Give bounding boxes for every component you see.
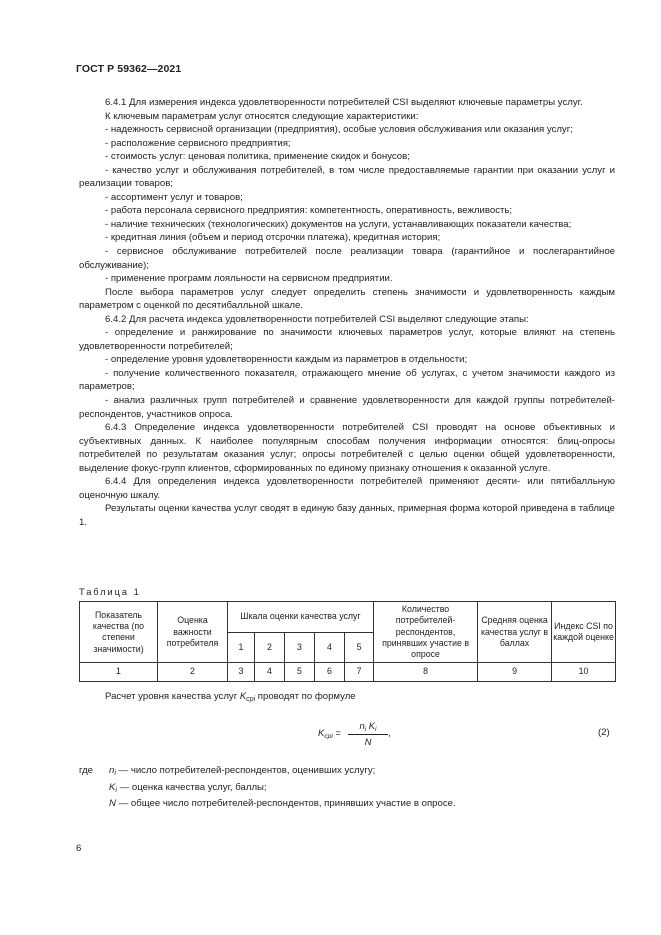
column-number: 4 bbox=[255, 663, 285, 681]
list-item-level: - определение уровня удовлетворенности каждым из параметров в отдельности; bbox=[105, 354, 468, 366]
list-item-service: - сервисное обслуживание потребителей после реализации товара (гарантийное и послегарантийное обслуживание); bbox=[79, 246, 615, 271]
paragraph-6-4-2: 6.4.2 Для расчета индекса удовлетворенности потребителей CSI выделяют следующие этапы: bbox=[105, 313, 529, 325]
where-symbol: K bbox=[109, 782, 116, 793]
formula-equals: = bbox=[332, 727, 341, 738]
formula-lhs-symbol: K bbox=[318, 727, 325, 738]
header-scale: Шкала оценки качества услуг bbox=[228, 602, 374, 633]
list-item-quantitative: - получение количественного показателя, отражающего мнение об услугах, с учетом значимости каждого из параметров; bbox=[79, 367, 615, 393]
where-subscript: i bbox=[114, 770, 116, 777]
list-item-loyalty: - применение программ лояльности на сервисном предприятии. bbox=[105, 273, 393, 285]
list-item-price: - стоимость услуг: ценовая политика, применение скидок и бонусов; bbox=[105, 151, 410, 163]
numerator-k: K bbox=[368, 720, 376, 731]
paragraph-6-4-4: 6.4.4 Для определения индекса удовлетворенности потребителей применяют десяти- или пятибалльную оценочную шкалу. bbox=[79, 476, 615, 501]
where-symbol: N bbox=[109, 798, 116, 809]
numerator-n: n bbox=[359, 720, 365, 731]
formula-lhs-subscript: cpi bbox=[324, 733, 333, 740]
scale-point: 1 bbox=[228, 632, 255, 663]
formula-numerator bbox=[348, 720, 388, 735]
paragraph-after-selection: После выбора параметров услуг следует определить степень значимости и удовлетворенность каждым параметром с оценкой по десятибалльной шкале. bbox=[79, 286, 615, 312]
equation-number: (2) bbox=[598, 727, 610, 738]
column-number: 9 bbox=[478, 663, 552, 681]
column-number: 6 bbox=[315, 663, 345, 681]
where-text: — общее число потребителей-респондентов, принявших участие в опросе. bbox=[115, 798, 456, 809]
formula-trailing: , bbox=[388, 727, 391, 738]
table-1 bbox=[79, 601, 616, 682]
column-number: 8 bbox=[374, 663, 478, 681]
list-item-location: - расположение сервисного предприятия; bbox=[105, 137, 291, 149]
column-number: 3 bbox=[228, 663, 255, 681]
where-subscript: i bbox=[115, 787, 117, 794]
document-header: ГОСТ Р 59362—2021 bbox=[76, 63, 182, 75]
formula-intro-subscript: cpi bbox=[246, 696, 256, 703]
scale-point: 5 bbox=[345, 632, 374, 663]
list-item-analysis: - анализ различных групп потребителей и сравнение удовлетворенности для каждой группы потребителей-респондентов, участников опроса. bbox=[79, 395, 615, 420]
formula-lhs bbox=[318, 727, 341, 740]
paragraph-results: Результаты оценки качества услуг сводят в единую базу данных, примерная форма которой приведена в таблице 1. bbox=[79, 503, 615, 528]
list-item-assortment: - ассортимент услуг и товаров; bbox=[105, 191, 243, 203]
list-item-quality: - качество услуг и обслуживания потребителей, в том числе предоставляемые гарантии при оказании услуг и реализации товаров; bbox=[79, 164, 615, 190]
column-number: 5 bbox=[285, 663, 315, 681]
scale-point: 3 bbox=[285, 632, 315, 663]
list-item-staff: - работа персонала сервисного предприятия: компетентность, оперативность, вежливость; bbox=[105, 205, 513, 217]
column-number: 2 bbox=[158, 663, 228, 681]
header-indicator: Показатель качества (по степени значимости) bbox=[80, 602, 158, 663]
formula-denominator: N bbox=[364, 736, 372, 747]
formula-intro bbox=[105, 690, 605, 706]
where-text: — число потребителей-респондентов, оценивших услугу; bbox=[115, 765, 376, 776]
where-item-n bbox=[109, 798, 456, 809]
scale-point: 2 bbox=[255, 632, 285, 663]
paragraph-6-4-1: 6.4.1 Для измерения индекса удовлетворенности потребителей CSI выделяют ключевые параметры услуг. bbox=[105, 97, 583, 108]
column-number: 7 bbox=[345, 663, 374, 681]
column-number: 1 bbox=[80, 663, 158, 681]
list-item-credit: - кредитная линия (объем и период отсрочки платежа), кредитная история; bbox=[105, 232, 441, 244]
list-item-ranking: - определение и ранжирование по значимости ключевых параметров услуг, которые влияют на степень удовлетворенности потребителей; bbox=[79, 327, 615, 352]
scale-point: 4 bbox=[315, 632, 345, 663]
paragraph-6-4-3: 6.4.3 Определение индекса удовлетворенности потребителей CSI проводят на основе объективных и субъективных данных. К наиболее популярным способам получения информации относятся: блиц-опросы потребителей по результатам оказания услуг; опросы потребителей с целью оценки общей удовлетворенности, выделение фокус-групп клиентов, сформированных по единому признаку отношения к оказанной услуге. bbox=[79, 422, 615, 474]
where-symbol: n bbox=[109, 765, 115, 776]
header-average: Средняя оценка качества услуг в баллах bbox=[478, 602, 552, 663]
formula-fraction bbox=[348, 720, 388, 747]
list-item-documents: - наличие технических (технологических) документов на услуги, устанавливающих показатели качества; bbox=[105, 218, 572, 230]
where-item-ki bbox=[109, 782, 267, 794]
header-importance: Оценка важности потребителя bbox=[158, 602, 228, 663]
formula-intro-text: Расчет уровня качества услуг bbox=[105, 691, 240, 702]
body-text bbox=[79, 96, 615, 530]
numerator-n-sub: i bbox=[364, 726, 367, 733]
where-prefix: где bbox=[79, 765, 94, 776]
where-text: — оценка качества услуг, баллы; bbox=[116, 782, 267, 793]
where-item-ni bbox=[109, 765, 375, 777]
list-item-reliability: - надежность сервисной организации (предприятия), особые условия обслуживания или оказания услуг; bbox=[105, 124, 573, 136]
header-respondents: Количество потребителей-респондентов, принявших участие в опросе bbox=[374, 602, 478, 663]
page-number: 6 bbox=[76, 843, 82, 854]
paragraph-key-params-intro: К ключевым параметрам услуг относятся следующие характеристики: bbox=[105, 110, 419, 122]
table-caption: Таблица 1 bbox=[79, 587, 141, 597]
formula-intro-symbol: K bbox=[239, 691, 247, 702]
column-number: 10 bbox=[552, 663, 616, 681]
header-csi-index: Индекс CSI по каждой оценке bbox=[552, 602, 616, 663]
numerator-k-sub: i bbox=[375, 726, 377, 733]
formula-intro-suffix: проводят по формуле bbox=[255, 691, 356, 702]
